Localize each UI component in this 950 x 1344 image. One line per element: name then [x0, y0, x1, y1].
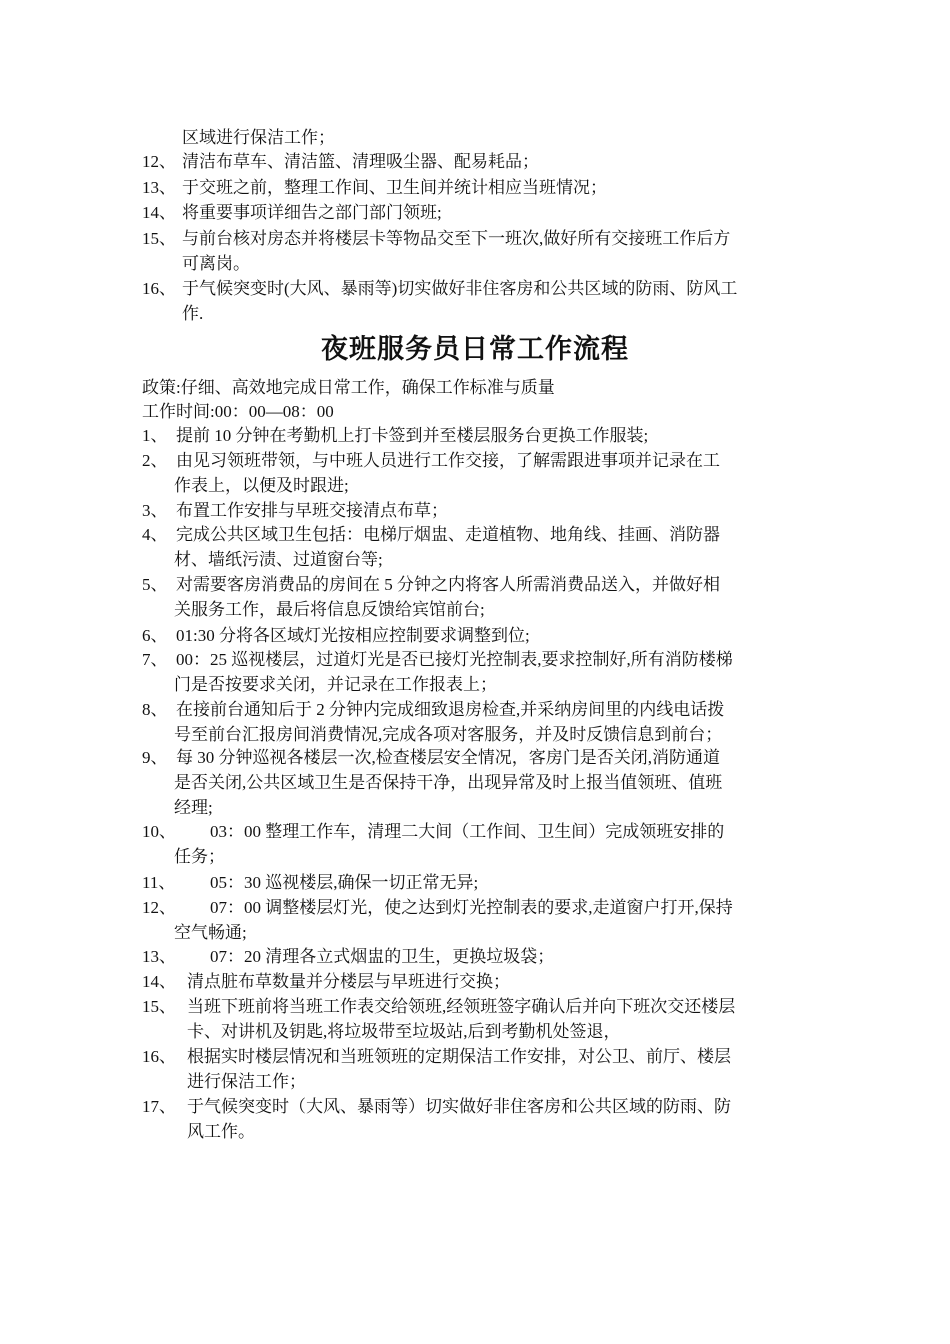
list-item-number: 13、: [142, 947, 176, 966]
list-item-text: 03：00 整理工作车，清理二大间（工作间、卫生间）完成领班安排的: [210, 822, 725, 841]
list-item-text: 当班下班前将当班工作表交给领班,经领班签字确认后并向下班次交还楼层: [187, 997, 736, 1016]
list-item-number: 16、: [142, 1047, 176, 1066]
list-item-number: 11、: [142, 873, 176, 892]
list-item-text: 进行保洁工作；: [187, 1072, 306, 1091]
list-item-number: 16、: [142, 279, 176, 298]
list-item-text: 是否关闭,公共区域卫生是否保持干净，出现异常及时上报当值领班、值班: [174, 773, 723, 792]
list-item-text: 每 30 分钟巡视各楼层一次,检查楼层安全情况，客房门是否关闭,消防通道: [176, 748, 720, 767]
list-item-number: 13、: [142, 178, 176, 197]
list-item-number: 7、: [142, 650, 168, 669]
list-item-number: 14、: [142, 203, 176, 222]
list-item-text: 空气畅通;: [174, 923, 247, 942]
list-item-number: 5、: [142, 575, 168, 594]
list-item-number: 4、: [142, 525, 168, 544]
list-item-text: 布置工作安排与早班交接清点布草；: [176, 501, 448, 520]
list-item-text: 01:30 分将各区域灯光按相应控制要求调整到位;: [176, 626, 530, 645]
list-item-text: 作表上，以便及时跟进;: [174, 476, 349, 495]
list-item-number: 8、: [142, 700, 168, 719]
list-item-text: 可离岗。: [182, 254, 250, 273]
list-item-number: 14、: [142, 972, 176, 991]
list-item-text: 07：20 清理各立式烟盅的卫生，更换垃圾袋；: [210, 947, 555, 966]
list-item-text: 号至前台汇报房间消费情况,完成各项对客服务，并及时反馈信息到前台；: [174, 725, 723, 744]
list-item-number: 15、: [142, 229, 176, 248]
list-item-number: 10、: [142, 822, 176, 841]
list-item-text: 05：30 巡视楼层,确保一切正常无异;: [210, 873, 479, 892]
list-item-text: 材、墙纸污渍、过道窗台等;: [174, 550, 383, 569]
list-item-text: 与前台核对房态并将楼层卡等物品交至下一班次,做好所有交接班工作后方: [182, 229, 731, 248]
list-item-number: 15、: [142, 997, 176, 1016]
list-item-text: 由见习领班带领，与中班人员进行工作交接，了解需跟进事项并记录在工: [176, 451, 720, 470]
section-title: 夜班服务员日常工作流程: [321, 334, 629, 365]
list-item-text: 关服务工作，最后将信息反馈给宾馆前台;: [174, 600, 485, 619]
list-item-number: 2、: [142, 451, 168, 470]
list-item-text: 完成公共区域卫生包括：电梯厅烟盅、走道植物、地角线、挂画、消防器: [176, 525, 720, 544]
list-item-text: 将重要事项详细告之部门部门领班;: [182, 203, 442, 222]
list-item-text: 门是否按要求关闭，并记录在工作报表上；: [174, 675, 497, 694]
list-item-text: 清洁布草车、清洁篮、清理吸尘器、配易耗品；: [182, 152, 539, 171]
list-item-text: 提前 10 分钟在考勤机上打卡签到并至楼层服务台更换工作服装;: [176, 426, 649, 445]
list-item-number: 12、: [142, 152, 176, 171]
list-item-text: 在接前台通知后于 2 分钟内完成细致退房检查,并采纳房间里的内线电话拨: [176, 700, 725, 719]
list-item-text: 于交班之前，整理工作间、卫生间并统计相应当班情况；: [182, 178, 607, 197]
list-item-text: 清点脏布草数量并分楼层与早班进行交换；: [187, 972, 510, 991]
policy-line: 政策:仔细、高效地完成日常工作，确保工作标准与质量: [142, 378, 555, 397]
list-item-number: 3、: [142, 501, 168, 520]
list-item-number: 12、: [142, 898, 176, 917]
work-hours-line: 工作时间:00：00—08：00: [142, 402, 334, 421]
list-item-number: 17、: [142, 1097, 176, 1116]
list-item-text: 卡、对讲机及钥匙,将垃圾带至垃圾站,后到考勤机处签退，: [187, 1022, 621, 1041]
list-item-number: 1、: [142, 426, 168, 445]
list-continuation: 区域进行保洁工作；: [182, 128, 335, 147]
list-item-number: 9、: [142, 748, 168, 767]
list-item-text: 于气候突变时（大风、暴雨等）切实做好非住客房和公共区域的防雨、防: [187, 1097, 731, 1116]
list-item-text: 根据实时楼层情况和当班领班的定期保洁工作安排，对公卫、前厅、楼层: [187, 1047, 731, 1066]
list-item-text: 经理;: [174, 798, 213, 817]
list-item-text: 于气候突变时(大风、暴雨等)切实做好非住客房和公共区域的防雨、防风工: [182, 279, 738, 298]
list-item-text: 07：00 调整楼层灯光，使之达到灯光控制表的要求,走道窗户打开,保持: [210, 898, 733, 917]
list-item-text: 对需要客房消费品的房间在 5 分钟之内将客人所需消费品送入，并做好相: [176, 575, 720, 594]
list-item-text: 00：25 巡视楼层，过道灯光是否已接灯光控制表,要求控制好,所有消防楼梯: [176, 650, 733, 669]
list-item-text: 任务；: [174, 847, 225, 866]
list-item-text: 作.: [182, 304, 204, 323]
list-item-text: 风工作。: [187, 1122, 255, 1141]
list-item-number: 6、: [142, 626, 168, 645]
